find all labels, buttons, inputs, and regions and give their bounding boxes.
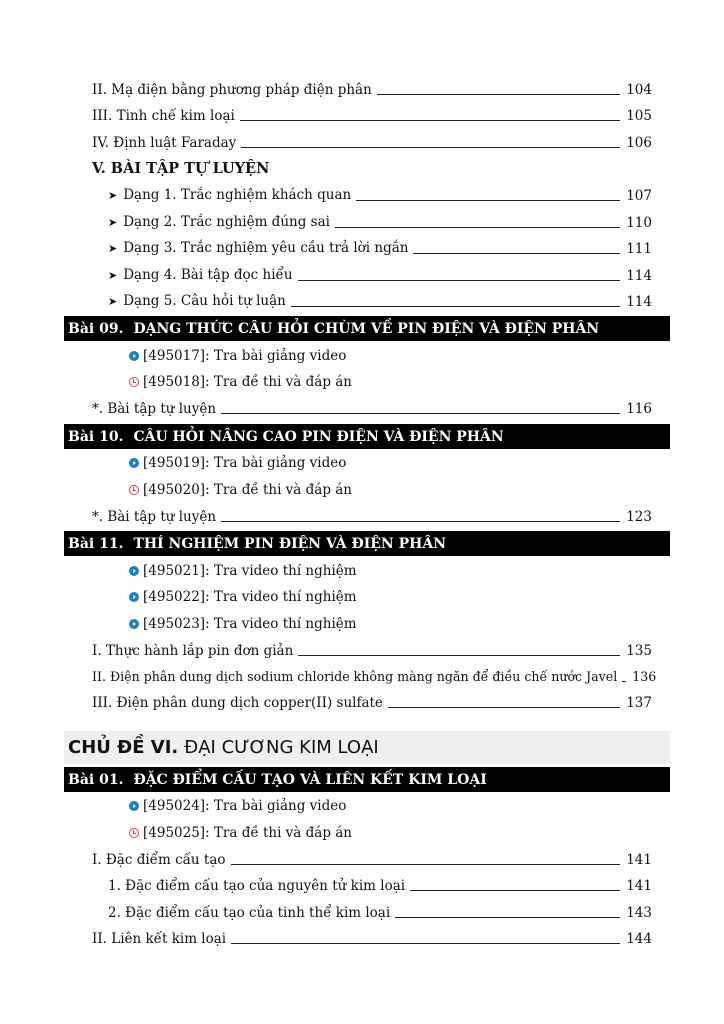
resource-link[interactable] [129, 825, 352, 841]
video-play-icon [129, 801, 139, 811]
toc-entry[interactable] [0, 236, 724, 262]
toc-leader [221, 521, 620, 522]
toc-entry[interactable] [0, 638, 724, 664]
toc-entry[interactable] [0, 210, 724, 236]
toc-page-number: 111 [626, 241, 652, 257]
toc-entry-title: III. Điện phân dung dịch copper(II) sulfate [92, 695, 383, 711]
resource-link[interactable] [129, 374, 352, 390]
toc-leader [395, 917, 620, 918]
toc-page-number: 114 [626, 268, 652, 284]
arrow-bullet-icon: ➤ [108, 242, 118, 255]
toc-entry[interactable] [0, 183, 724, 209]
toc-entry-title: Dạng 1. Trắc nghiệm khách quan [123, 187, 352, 203]
toc-entry[interactable] [0, 847, 724, 873]
toc-entry-title: Dạng 4. Bài tập đọc hiểu [123, 267, 293, 283]
toc-entry-title: Dạng 5. Câu hỏi tự luận [123, 293, 286, 309]
lesson-header-bar[interactable] [64, 424, 670, 449]
arrow-bullet-icon: ➤ [108, 189, 118, 202]
lesson-header-bar[interactable] [64, 316, 670, 341]
toc-page-number: 143 [626, 905, 652, 921]
toc-entry[interactable] [0, 926, 724, 952]
resource-label: [495017]: Tra bài giảng video [143, 348, 347, 364]
toc-leader [356, 200, 620, 201]
toc-entry[interactable] [0, 263, 724, 289]
toc-page-number: 106 [626, 135, 652, 151]
toc-entry[interactable] [0, 900, 724, 926]
resource-link[interactable] [129, 589, 357, 605]
toc-entry[interactable] [0, 690, 724, 716]
arrow-bullet-icon: ➤ [108, 216, 118, 229]
topic-header[interactable] [64, 731, 670, 764]
toc-page-number: 141 [626, 852, 652, 868]
toc-leader [335, 227, 620, 228]
resource-link[interactable] [129, 348, 346, 364]
toc-leader [377, 94, 620, 95]
exam-clock-icon [129, 828, 139, 838]
video-play-icon [129, 458, 139, 468]
toc-leader [231, 864, 621, 865]
toc-entry-title: II. Điện phân dung dịch sodium chloride không màng ngăn để điều chế nước Javel [92, 669, 618, 684]
lesson-number: Bài 10. [68, 428, 124, 445]
toc-leader [291, 306, 620, 307]
resource-label: [495019]: Tra bài giảng video [143, 455, 347, 471]
toc-page-number: 110 [626, 215, 652, 231]
video-play-icon [129, 566, 139, 576]
toc-entry-title: *. Bài tập tự luyện [92, 509, 217, 525]
toc-entry[interactable] [0, 873, 724, 899]
resource-link[interactable] [129, 563, 357, 579]
lesson-title: ĐẶC ĐIỂM CẤU TẠO VÀ LIÊN KẾT KIM LOẠI [133, 771, 487, 788]
toc-leader [410, 890, 620, 891]
exam-clock-icon [129, 377, 139, 387]
resource-label: [495025]: Tra đề thi và đáp án [143, 825, 353, 841]
toc-leader [298, 280, 621, 281]
lesson-header-bar[interactable] [64, 531, 670, 556]
topic-title: ĐẠI CƯƠNG KIM LOẠI [184, 737, 379, 758]
toc-page-number: 104 [626, 82, 652, 98]
toc-page-number: 107 [626, 188, 652, 204]
section-heading: V. BÀI TẬP TỰ LUYỆN [92, 160, 270, 177]
toc-leader [221, 413, 620, 414]
resource-label: [495024]: Tra bài giảng video [143, 798, 347, 814]
toc-entry[interactable] [0, 103, 724, 129]
resource-label: [495022]: Tra video thí nghiệm [143, 589, 357, 605]
exam-clock-icon [129, 485, 139, 495]
lesson-number: Bài 01. [68, 771, 124, 788]
toc-leader [622, 681, 626, 682]
toc-leader [231, 943, 620, 944]
resource-link[interactable] [129, 455, 346, 471]
toc-entry-title: III. Tinh chế kim loại [92, 108, 235, 124]
lesson-title: CÂU HỎI NÂNG CAO PIN ĐIỆN VÀ ĐIỆN PHÂN [133, 428, 504, 445]
toc-entry-title: I. Đặc điểm cấu tạo [92, 852, 226, 868]
toc-leader [241, 147, 620, 148]
toc-page-number: 144 [626, 931, 652, 947]
toc-page-number: 116 [626, 401, 652, 417]
resource-link[interactable] [129, 482, 352, 498]
toc-entry-title: 2. Đặc điểm cấu tạo của tinh thể kim loại [108, 905, 391, 921]
toc-entry[interactable] [0, 130, 724, 156]
toc-page-number: 141 [626, 878, 652, 894]
toc-entry[interactable] [0, 664, 724, 690]
resource-link[interactable] [129, 616, 357, 632]
resource-link[interactable] [129, 798, 346, 814]
toc-entry-title: 1. Đặc điểm cấu tạo của nguyên tử kim loại [108, 878, 406, 894]
toc-entry-title: I. Thực hành lắp pin đơn giản [92, 643, 294, 659]
toc-page-number: 114 [626, 294, 652, 310]
lesson-number: Bài 11. [68, 535, 124, 552]
resource-label: [495020]: Tra đề thi và đáp án [143, 482, 353, 498]
lesson-title: THÍ NGHIỆM PIN ĐIỆN VÀ ĐIỆN PHÂN [133, 535, 447, 552]
lesson-title: DẠNG THỨC CÂU HỎI CHÙM VỀ PIN ĐIỆN VÀ ĐIỆN PHÂN [133, 320, 600, 337]
lesson-number: Bài 09. [68, 320, 124, 337]
video-play-icon [129, 351, 139, 361]
toc-entry-title: *. Bài tập tự luyện [92, 401, 217, 417]
toc-page-number: 137 [626, 695, 652, 711]
toc-leader [240, 120, 620, 121]
toc-entry[interactable] [0, 396, 724, 422]
topic-number: CHỦ ĐỀ VI. [68, 737, 179, 758]
lesson-header-bar[interactable] [64, 767, 670, 792]
toc-leader [388, 707, 620, 708]
toc-page-number: 105 [626, 108, 652, 124]
toc-entry[interactable] [0, 289, 724, 315]
arrow-bullet-icon: ➤ [108, 295, 118, 308]
toc-page-number: 123 [626, 509, 652, 525]
resource-label: [495023]: Tra video thí nghiệm [143, 616, 357, 632]
toc-leader [298, 655, 620, 656]
toc-page-number: 135 [626, 643, 652, 659]
toc-entry-title: II. Liên kết kim loại [92, 931, 227, 947]
toc-entry-title: Dạng 2. Trắc nghiệm đúng sai [123, 214, 330, 230]
toc-entry-title: Dạng 3. Trắc nghiệm yêu cầu trả lời ngắn [123, 240, 409, 256]
toc-entry-title: II. Mạ điện bằng phương pháp điện phân [92, 82, 372, 98]
resource-label: [495018]: Tra đề thi và đáp án [143, 374, 353, 390]
toc-page-number: 136 [632, 669, 657, 684]
toc-entry[interactable] [0, 77, 724, 103]
arrow-bullet-icon: ➤ [108, 269, 118, 282]
toc-entry-title: IV. Định luật Faraday [92, 135, 237, 151]
video-play-icon [129, 592, 139, 602]
toc-entry[interactable] [0, 504, 724, 530]
toc-leader [413, 253, 620, 254]
video-play-icon [129, 619, 139, 629]
resource-label: [495021]: Tra video thí nghiệm [143, 563, 357, 579]
